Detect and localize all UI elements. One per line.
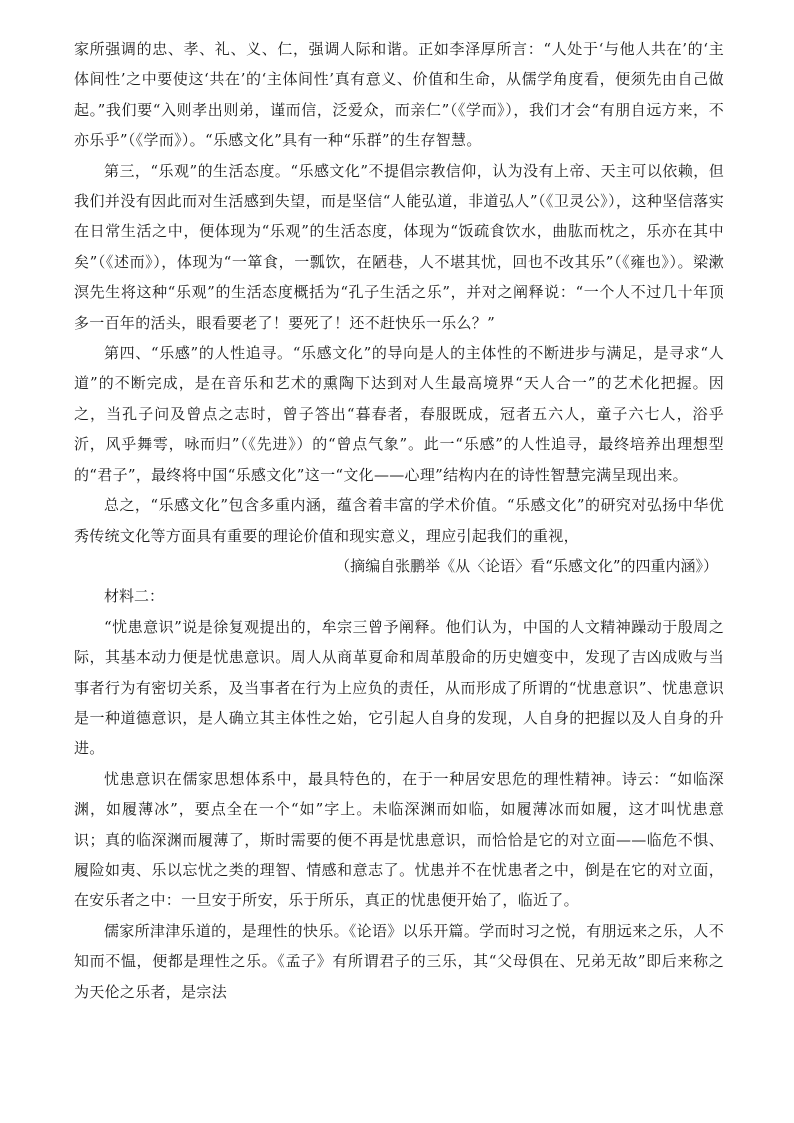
paragraph-4: 总之，“乐感文化”包含多重内涵，蕴含着丰富的学术价值。“乐感文化”的研究对弘扬中华优秀传统文化等方面具有重要的理论价值和现实意义，理应引起我们的重视， <box>74 496 724 545</box>
paragraph-6: 忧患意识在儒家思想体系中，最具特色的，在于一种居安思危的理性精神。诗云：“如临深渊，如履薄冰”，要点全在一个“如”字上。未临深渊而如临，如履薄冰而如履，这才叫忧患意识；真的临深渊而履薄了，斯时需要的便不再是忧患意识，而恰恰是它的对立面——临危不惧、履险如夷、乐以忘忧之类的理智、情感和意志了。忧患并不在忧患者之中，倒是在它的对立面，在安乐者之中：一旦安于所安，乐于所乐，真正的忧患便开始了，临近了。 <box>74 769 724 910</box>
document-page <box>74 34 724 1007</box>
section-heading-material-2: 材料二： <box>104 587 165 606</box>
paragraph-3: 第四、“乐感”的人性追寻。“乐感文化”的导向是人的主体性的不断进步与满足，是寻求“人道”的不断完成，是在音乐和艺术的熏陶下达到对人生最高境界“天人合一”的艺术化把握。因之，当孔子问及曾点之志时，曾子答出“暮春者，春服既成，冠者五六人，童子六七人，浴乎沂，风乎舞雩，咏而归”（《先进》）的“曾点气象”。此一“乐感”的人性追寻，最终培养出理想型的“君子”，最终将中国“乐感文化”这一“文化——心理”结构内在的诗性智慧完满呈现出来。 <box>74 344 724 484</box>
paragraph-7: 儒家所津津乐道的，是理性的快乐。《论语》以乐开篇。学而时习之悦，有朋远来之乐，人不知而不愠，便都是理性之乐。《孟子》有所谓君子的三乐，其“父母俱在、兄弟无故”即后来称之为天伦之乐者，是宗法 <box>74 921 724 1001</box>
paragraph-5: “忧患意识”说是徐复观提出的，牟宗三曾予阐释。他们认为，中国的人文精神躁动于殷周之际，其基本动力便是忧患意识。周人从商革夏命和周革殷命的历史嬗变中，发现了吉凶成败与当事者行为有密切关系，及当事者在行为上应负的责任，从而形成了所谓的“忧患意识”、忧患意识是一种道德意识，是人确立其主体性之始，它引起人自身的发现，人自身的把握以及人自身的升进。 <box>74 617 724 758</box>
paragraph-1: 家所强调的忠、孝、礼、义、仁，强调人际和谐。正如李泽厚所言：“人处于‘与他人共在’的‘主体间性’之中要使这‘共在’的‘主体间性’真有意义、价值和生命，从儒学角度看，便须先由自己做起。”我们要“入则孝出则弟，谨而信，泛爱众，而亲仁”（《学而》），我们才会“有朋自远方来，不亦乐乎”（《学而》）。“乐感文化”具有一种“乐群”的生存智慧。 <box>74 40 724 150</box>
paragraph-2: 第三，“乐观”的生活态度。“乐感文化”不提倡宗教信仰，认为没有上帝、天主可以依赖，但我们并没有因此而对生活感到失望，而是坚信“人能弘道，非道弘人”（《卫灵公》），这种坚信落实在日常生活之中，便体现为“乐观”的生活态度，体现为“饭疏食饮水，曲肱而枕之，乐亦在其中矣”（《述而》），体现为“一箪食，一瓢饮，在陋巷，人不堪其忧，回也不改其乐”（《雍也》）。梁漱溟先生将这种“乐观”的生活态度概括为“孔子生活之乐”，并对之阐释说：“一个人不过几十年顶多一百年的活头，眼看要老了！要死了！还不赶快乐一乐么？” <box>74 161 724 332</box>
source-citation: （摘编自张鹏举《从〈论语〉看“乐感文化”的四重内涵》） <box>335 556 718 575</box>
